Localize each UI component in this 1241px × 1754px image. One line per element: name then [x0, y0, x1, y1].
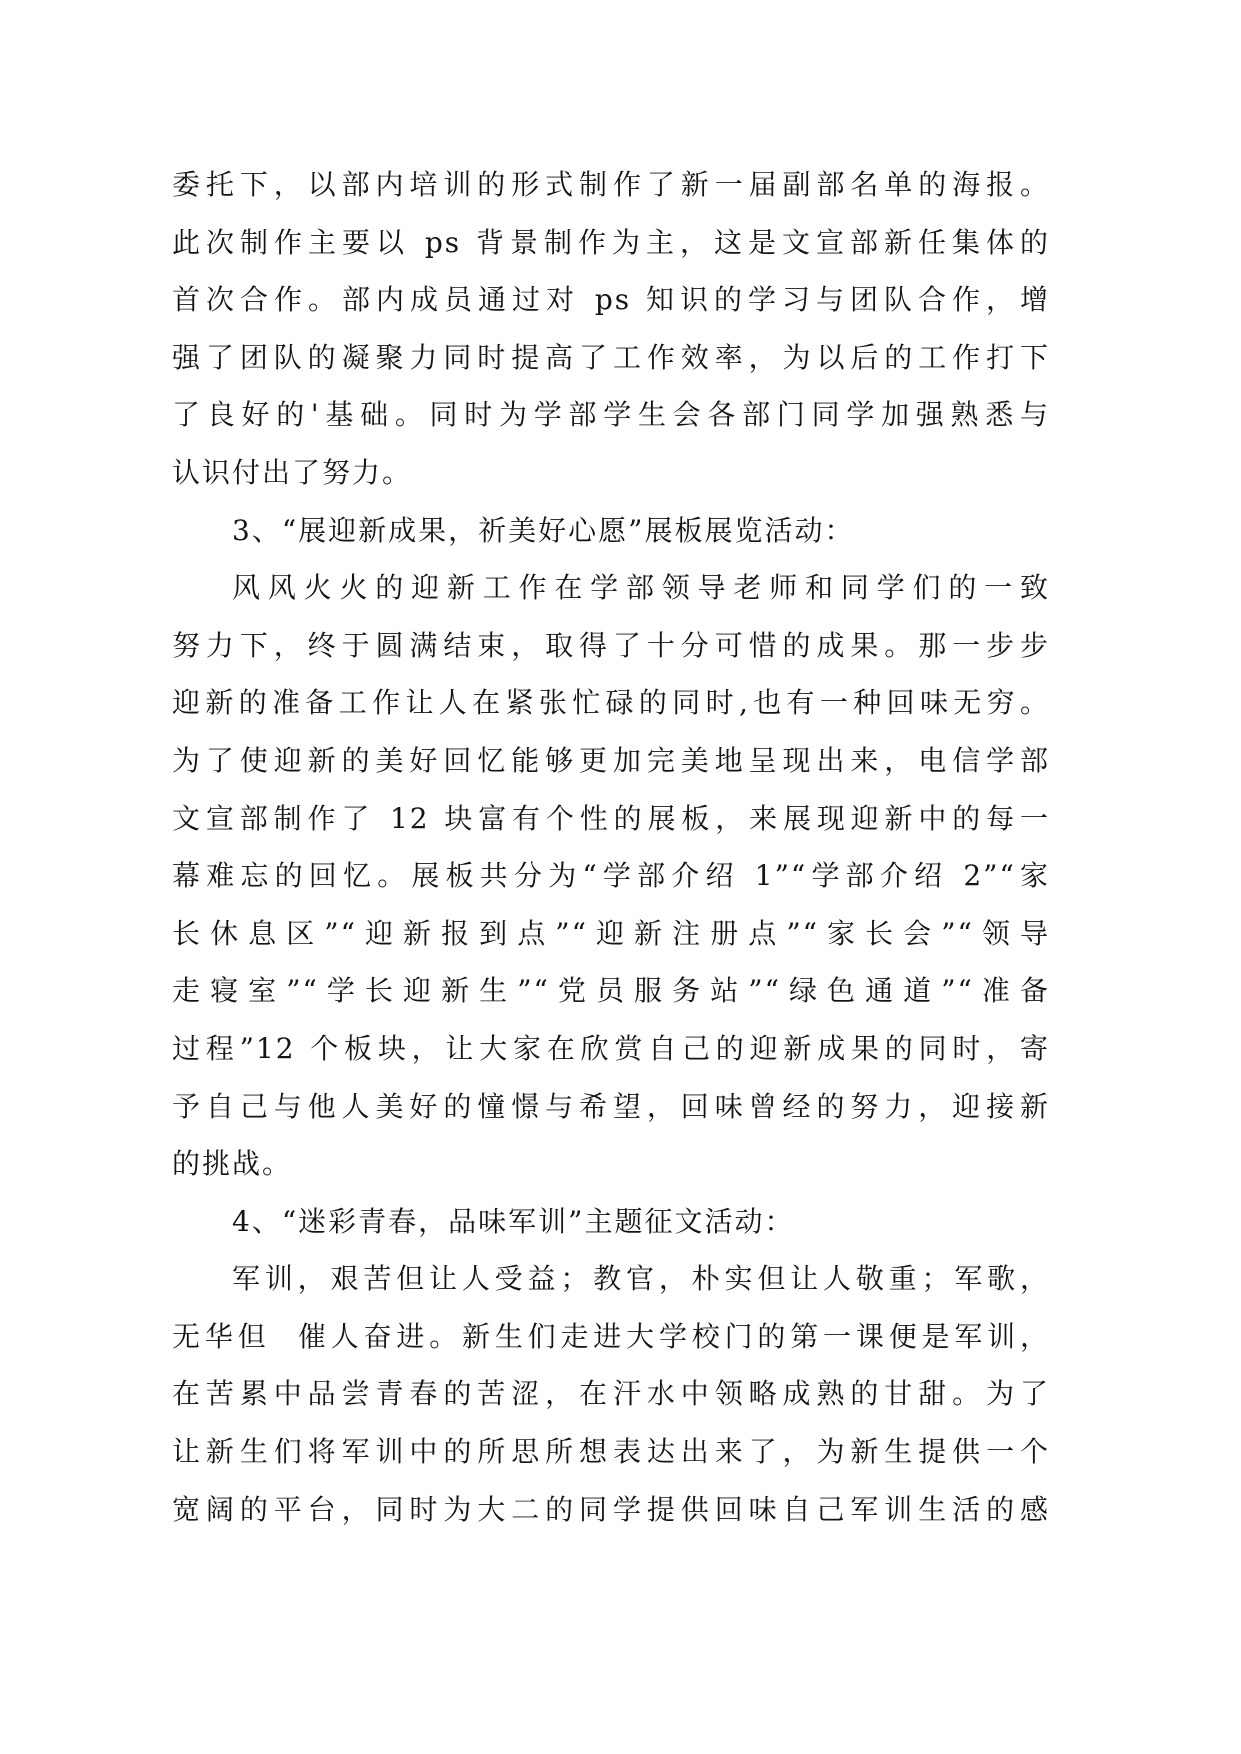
text-line: 迎新的准备工作让人在紧张忙碌的同时,也有一种回味无穷。	[172, 686, 1050, 720]
text-line: 此次制作主要以 ps 背景制作为主，这是文宣部新任集体的	[172, 225, 1050, 259]
section-heading-text: 4、“迷彩青春，品味军训”主题征文活动：	[232, 1204, 795, 1238]
text-line: 的挑战。	[172, 1147, 293, 1181]
section-heading	[172, 502, 1050, 560]
paragraph	[172, 1250, 1050, 1538]
text-line: 幕难忘的回忆。展板共分为“学部介绍 1”“学部介绍 2”“家	[172, 859, 1050, 893]
text-line: 予自己与他人美好的憧憬与希望，回味曾经的努力，迎接新	[172, 1089, 1050, 1123]
text-line: 在苦累中品尝青春的苦涩，在汗水中领略成熟的甘甜。为了	[172, 1377, 1050, 1411]
section-heading	[172, 1193, 1050, 1251]
text-line: 宽阔的平台，同时为大二的同学提供回味自己军训生活的感	[172, 1492, 1050, 1526]
text-line: 委托下，以部内培训的形式制作了新一届副部名单的海报。	[172, 168, 1050, 201]
text-line: 过程”12 个板块，让大家在欣赏自己的迎新成果的同时，寄	[172, 1031, 1050, 1065]
section-heading-text: 3、“展迎新成果，祈美好心愿”展板展览活动：	[232, 513, 855, 547]
text-line: 认识付出了努力。	[172, 455, 413, 489]
document-body	[172, 156, 1050, 1538]
text-line: 文宣部制作了 12 块富有个性的展板，来展现迎新中的每一	[172, 801, 1050, 835]
text-line: 无华但 催人奋进。新生们走进大学校门的第一课便是军训，	[172, 1319, 1050, 1353]
text-line: 风风火火的迎新工作在学部领导老师和同学们的一致	[232, 571, 1050, 605]
text-line: 军训，艰苦但让人受益；教官，朴实但让人敬重；军歌，	[232, 1262, 1050, 1296]
text-line: 努力下，终于圆满结束，取得了十分可惜的成果。那一步步	[172, 628, 1050, 662]
text-line: 了良好的'基础。同时为学部学生会各部门同学加强熟悉与	[172, 398, 1050, 432]
text-line: 走寝室”“学长迎新生”“党员服务站”“绿色通道”“准备	[172, 974, 1050, 1008]
text-line: 让新生们将军训中的所思所想表达出来了，为新生提供一个	[172, 1435, 1050, 1469]
paragraph	[172, 156, 1050, 502]
text-line: 长休息区”“迎新报到点”“迎新注册点”“家长会”“领导	[172, 916, 1050, 950]
paragraph	[172, 559, 1050, 1193]
text-line: 强了团队的凝聚力同时提高了工作效率，为以后的工作打下	[172, 340, 1050, 374]
text-line: 为了使迎新的美好回忆能够更加完美地呈现出来，电信学部	[172, 743, 1050, 777]
text-line: 首次合作。部内成员通过对 ps 知识的学习与团队合作，增	[172, 283, 1050, 317]
